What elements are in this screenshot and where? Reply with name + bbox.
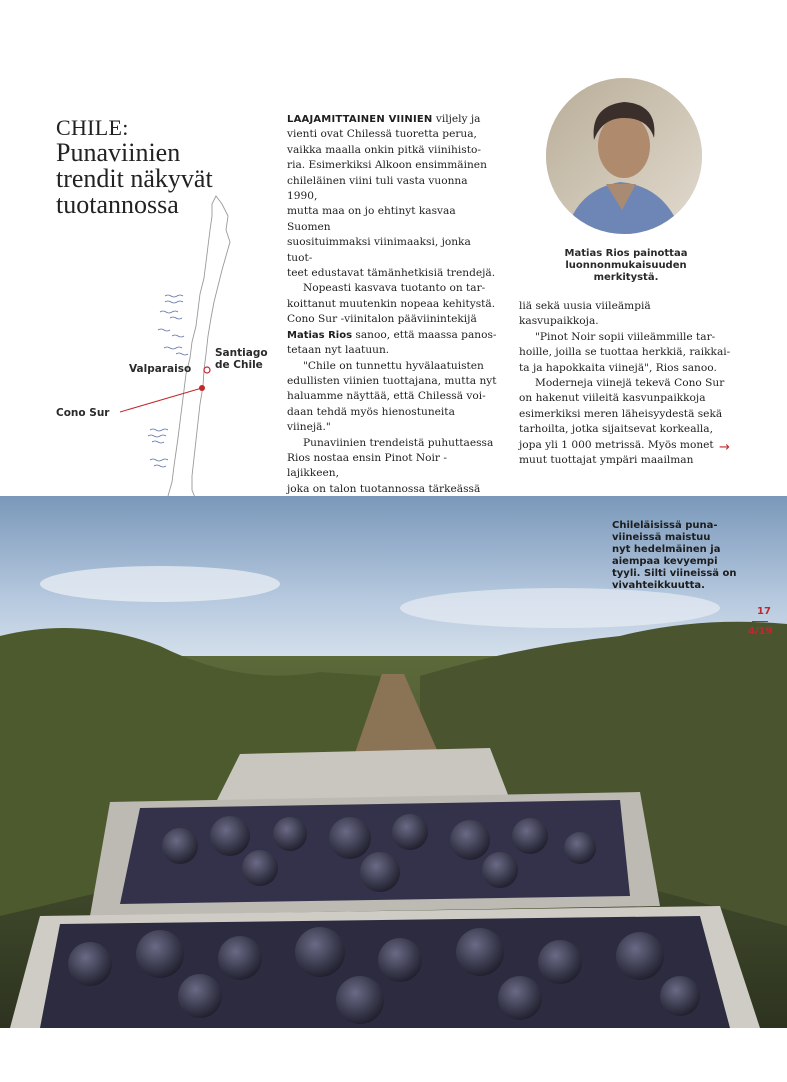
text-line: mutta maa on jo ehtinyt kasvaa Suomen (287, 205, 456, 233)
text-line: hoille, joilla se tuottaa herkkiä, raikkai- (519, 346, 731, 359)
portrait-photo (546, 78, 702, 234)
text-line: jopa yli 1 000 metrissä. Myös monet (519, 438, 714, 451)
text-line: liä sekä uusia viileämpiä kasvupaikkoja. (519, 300, 651, 328)
text-line: haluamme näyttää, että Chilessä voi- (287, 390, 486, 403)
caption-line: vivahteikkuutta. (612, 580, 705, 591)
text-line: Cono Sur -viinitalon pääviinintekijä (287, 313, 477, 326)
text-line: viljely ja (432, 113, 481, 125)
text-line: "Chile on tunnettu hyvälaatuisten (303, 359, 484, 372)
text-line: "Pinot Noir sopii viileämmille tar- (535, 330, 716, 343)
paragraph (287, 359, 497, 436)
text-line: koittanut muutenkin nopeaa kehitystä. (287, 297, 496, 310)
paragraph (519, 330, 733, 376)
text-line: sanoo, että maassa panos- (352, 328, 497, 341)
caption-line: luonnonmukaisuuden merkitystä. (565, 260, 687, 283)
photo-caption (612, 520, 752, 592)
text-line: Nopeasti kasvava tuotanto on tar- (303, 282, 486, 295)
caption-line: Chileläisissä puna- (612, 520, 718, 531)
text-line: daan tehdä myös hienostuneita viinejä." (287, 405, 455, 434)
text-line: joka on talon tuotannossa tärkeässä (287, 482, 481, 495)
text-line: muut tuottajat ympäri maailman (519, 454, 694, 467)
continue-arrow-icon: → (719, 440, 730, 455)
portrait-caption (536, 248, 716, 284)
text-line: esimerkiksi meren läheisyydestä sekä (519, 407, 723, 420)
heading-title-line: tuotannossa (56, 190, 179, 219)
text-line: vaikka maalla onkin pitkä viinihisto- (287, 143, 481, 156)
caption-line: Matias Rios painottaa (564, 248, 688, 259)
text-line: vienti ovat Chilessä tuoretta perua, (287, 128, 477, 141)
article-column-2 (519, 299, 733, 468)
person-name: Matias Rios (287, 329, 353, 341)
heading-title-line: trendit näkyvät (56, 164, 213, 193)
page-number: 17 (757, 606, 771, 617)
text-line: Moderneja viinejä tekevä Cono Sur (535, 377, 725, 390)
map-label-santiago-line: de Chile (215, 359, 263, 371)
paragraph (519, 376, 733, 468)
text-line: ta ja hapokkaita viinejä", Rios sanoo. (519, 361, 717, 374)
heading-title-line: Punaviinien (56, 138, 181, 167)
folio-divider (752, 621, 768, 622)
text-line: teet edustavat tämänhetkisiä trendejä. (287, 267, 496, 280)
caption-line: tyyli. Silti viineissä on (612, 568, 737, 579)
text-line: suosituimmaksi viinimaaksi, jonka tuot- (287, 236, 471, 264)
paragraph (287, 281, 497, 358)
text-line: tarhoilta, jotka sijaitsevat korkealla, (519, 423, 713, 436)
paragraph (287, 112, 497, 281)
heading-kicker: CHILE: (56, 115, 129, 140)
caption-line: viineissä maistuu (612, 532, 711, 543)
text-line: chileläinen viini tuli vasta vuonna 1990, (287, 174, 468, 203)
caption-line: aiempaa kevyempi (612, 556, 718, 567)
caption-line: nyt hedelmäinen ja (612, 544, 721, 555)
map-label-cono-sur: Cono Sur (56, 407, 110, 419)
text-line: edullisten viinien tuottajana, mutta nyt (287, 374, 497, 387)
text-line: tetaan nyt laatuun. (287, 344, 390, 357)
map-label-santiago-line: Santiago (215, 347, 268, 359)
text-line: Punaviinien trendeistä puhuttaessa (303, 436, 494, 449)
lead-in: LAAJAMITTAINEN VIINIEN (287, 114, 433, 125)
issue-number: 4/19 (748, 626, 773, 637)
text-line: Rios nostaa ensin Pinot Noir -lajikkeen, (287, 451, 447, 480)
map-label-santiago (215, 347, 268, 371)
map-label-valparaiso: Valparaiso (129, 363, 192, 375)
text-line: ria. Esimerkiksi Alkoon ensimmäinen (287, 159, 487, 172)
article-column-1 (287, 112, 497, 528)
paragraph (519, 299, 733, 330)
text-line: on hakenut viileitä kasvunpaikkoja (519, 392, 706, 405)
